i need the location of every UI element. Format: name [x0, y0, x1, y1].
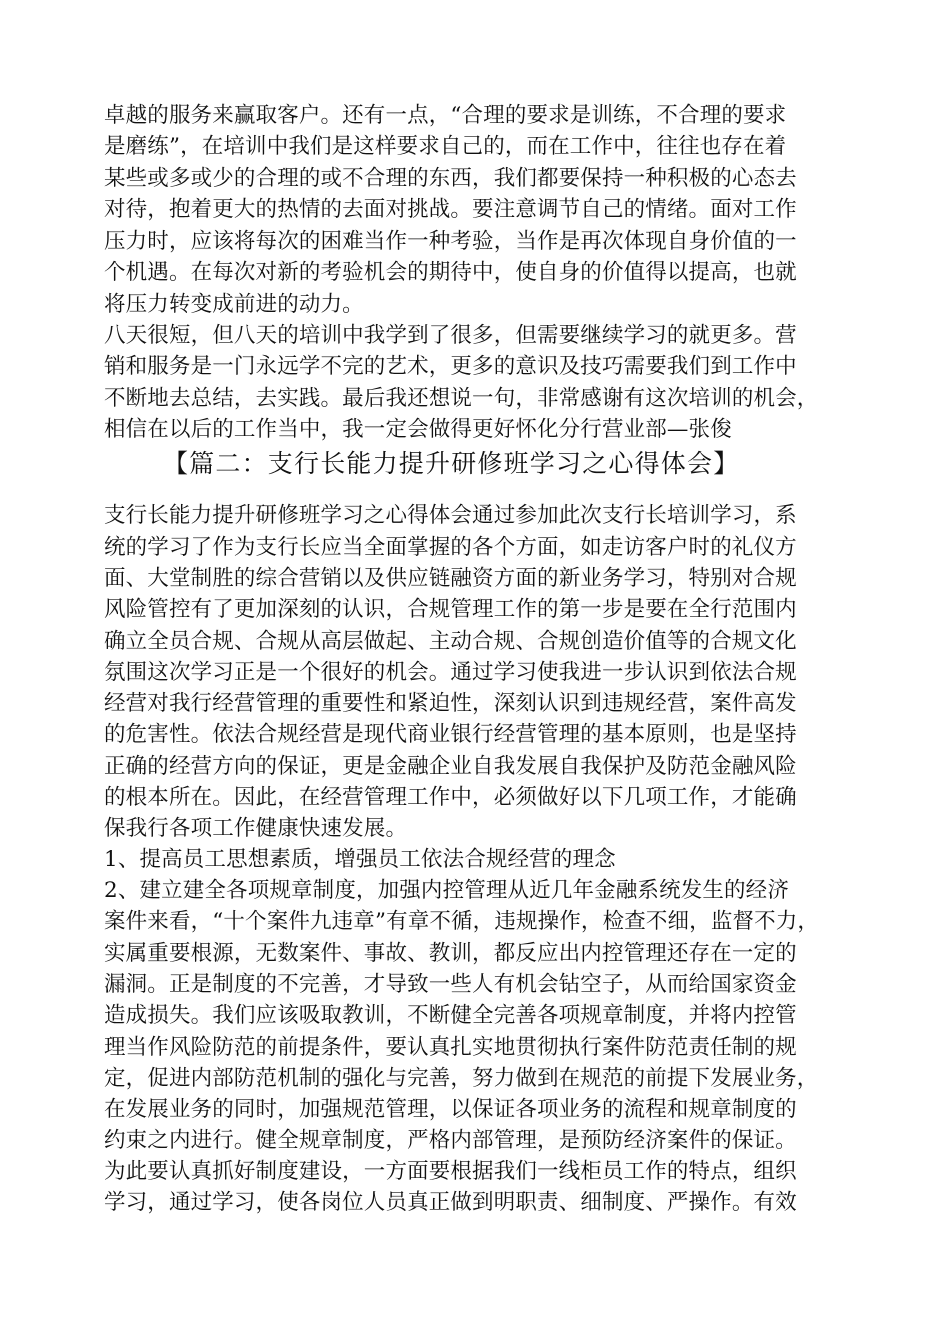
body-text-line: 经营对我行经营管理的重要性和紧迫性，深刻认识到违规经营，案件高发	[104, 691, 797, 716]
body-text-line: 是磨练”，在培训中我们是这样要求自己的，而在工作中，往往也存在着	[104, 134, 787, 159]
body-text-line: 理当作风险防范的前提条件，要认真扎实地贯彻执行案件防范责任制的规	[104, 1035, 797, 1060]
body-text-line: 不断地去总结，去实践。最后我还想说一句，非常感谢有这次培训的机会，	[104, 386, 819, 411]
body-text-line: 造成损失。我们应该吸取教训，不断健全完善各项规章制度，并将内控管	[104, 1003, 797, 1028]
body-text-line: 漏洞。正是制度的不完善，才导致一些人有机会钻空子，从而给国家资金	[104, 972, 797, 997]
body-text-line: 八天很短，但八天的培训中我学到了很多，但需要继续学习的就更多。营	[104, 323, 797, 348]
body-text-line: 为此要认真抓好制度建设，一方面要根据我们一线柜员工作的特点，组织	[104, 1159, 797, 1184]
body-text-line: 风险管控有了更加深刻的认识，合规管理工作的第一步是要在全行范围内	[104, 597, 797, 622]
body-text-line: 的危害性。依法合规经营是现代商业银行经营管理的基本原则，也是坚持	[104, 722, 797, 747]
body-text-line: 某些或多或少的合理的或不合理的东西，我们都要保持一种积极的心态去	[104, 166, 797, 191]
body-text-line: 正确的经营方向的保证，更是金融企业自我发展自我保护及防范金融风险	[104, 754, 797, 779]
body-text-line: 压力时，应该将每次的困难当作一种考验，当作是再次体现自身价值的一	[104, 229, 797, 254]
body-text-line: 相信在以后的工作当中，我一定会做得更好怀化分行营业部—张俊	[104, 417, 732, 442]
body-text-line: 将压力转变成前进的动力。	[104, 292, 364, 317]
body-text-line: 学习，通过学习，使各岗位人员真正做到明职责、细制度、严操作。有效	[104, 1190, 797, 1215]
body-text-line: 确立全员合规、合规从高层做起、主动合规、合规创造价值等的合规文化	[104, 629, 797, 654]
numbered-item: 2、建立建全各项规章制度，加强内控管理从近几年金融系统发生的经济	[104, 878, 789, 903]
body-text-line: 保我行各项工作健康快速发展。	[104, 816, 408, 841]
body-text-line: 案件来看，“十个案件九违章”有章不循，违规操作，检查不细，监督不力，	[104, 909, 820, 934]
body-text-line: 实属重要根源，无数案件、事故、教训，都反应出内控管理还存在一定的	[104, 941, 797, 966]
numbered-item: 1、提高员工思想素质，增强员工依法合规经营的理念	[104, 847, 616, 872]
body-text-line: 销和服务是一门永远学不完的艺术，更多的意识及技巧需要我们到工作中	[104, 354, 797, 379]
body-text-line: 的根本所在。因此，在经营管理工作中，必须做好以下几项工作，才能确	[104, 785, 797, 810]
body-text-line: 支行长能力提升研修班学习之心得体会通过参加此次支行长培训学习，系	[104, 503, 797, 528]
body-text-line: 面、大堂制胜的综合营销以及供应链融资方面的新业务学习，特别对合规	[104, 566, 797, 591]
body-text-line: 统的学习了作为支行长应当全面掌握的各个方面，如走访客户时的礼仪方	[104, 535, 797, 560]
body-text-line: 氛围这次学习正是一个很好的机会。通过学习使我进一步认识到依法合规	[104, 660, 797, 685]
body-text-line: 定，促进内部防范机制的强化与完善，努力做到在规范的前提下发展业务，	[104, 1066, 819, 1091]
section-heading: 【篇二：支行长能力提升研修班学习之心得体会】	[163, 449, 740, 478]
body-text-line: 在发展业务的同时，加强规范管理，以保证各项业务的流程和规章制度的	[104, 1097, 797, 1122]
body-text-line: 对待，抱着更大的热情的去面对挑战。要注意调节自己的情绪。面对工作	[104, 197, 797, 222]
body-text-line: 约束之内进行。健全规章制度，严格内部管理，是预防经济案件的保证。	[104, 1128, 797, 1153]
body-text-line: 卓越的服务来赢取客户。还有一点，“合理的要求是训练，不合理的要求	[104, 103, 787, 128]
body-text-line: 个机遇。在每次对新的考验机会的期待中，使自身的价值得以提高，也就	[104, 260, 797, 285]
